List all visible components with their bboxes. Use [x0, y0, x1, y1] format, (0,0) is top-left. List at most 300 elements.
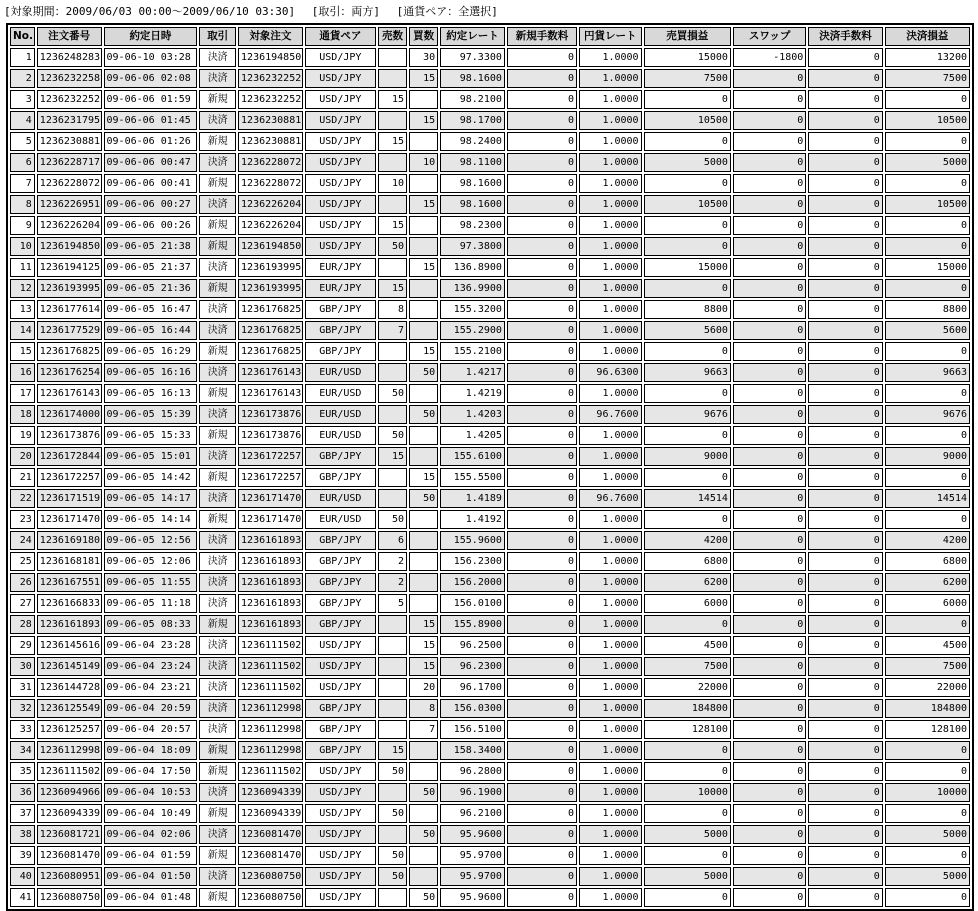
cell-open-fee: 0: [507, 174, 577, 193]
cell-buy-qty: [409, 552, 438, 571]
cell-sell-qty: 15: [378, 279, 407, 298]
cell-no: 6: [10, 153, 35, 172]
cell-target-order: 1236194850: [238, 237, 303, 256]
cell-trade-type: 決済: [199, 489, 236, 508]
cell-trading-pl: 5600: [644, 321, 731, 340]
cell-trade-datetime: 09-06-04 23:24: [104, 657, 198, 676]
cell-yen-rate: 1.0000: [579, 153, 642, 172]
cell-close-fee: 0: [808, 741, 882, 760]
cell-trade-datetime: 09-06-04 02:06: [104, 825, 198, 844]
cell-close-fee: 0: [808, 531, 882, 550]
cell-trade-type: 新規: [199, 804, 236, 823]
cell-close-fee: 0: [808, 90, 882, 109]
column-header-settlement-pl: 決済損益: [885, 27, 970, 46]
cell-sell-qty: [378, 342, 407, 361]
cell-open-fee: 0: [507, 363, 577, 382]
cell-swap: 0: [733, 363, 806, 382]
cell-trade-datetime: 09-06-10 03:28: [104, 48, 198, 67]
cell-execution-rate: 96.2800: [440, 762, 505, 781]
cell-currency-pair: USD/JPY: [305, 195, 376, 214]
table-row: [10, 762, 970, 781]
cell-execution-rate: 156.0300: [440, 699, 505, 718]
cell-open-fee: 0: [507, 447, 577, 466]
cell-settlement-pl: 0: [885, 888, 970, 907]
table-row: [10, 90, 970, 109]
cell-trading-pl: 0: [644, 846, 731, 865]
column-header-no: No.: [10, 27, 35, 46]
cell-buy-qty: [409, 594, 438, 613]
column-header-yen-rate: 円貨レート: [579, 27, 642, 46]
cell-target-order: 1236080750: [238, 888, 303, 907]
cell-no: 41: [10, 888, 35, 907]
cell-yen-rate: 1.0000: [579, 867, 642, 886]
cell-sell-qty: 50: [378, 804, 407, 823]
cell-settlement-pl: 0: [885, 846, 970, 865]
cell-swap: 0: [733, 825, 806, 844]
cell-open-fee: 0: [507, 90, 577, 109]
cell-close-fee: 0: [808, 447, 882, 466]
cell-trade-type: 決済: [199, 825, 236, 844]
cell-execution-rate: 155.5500: [440, 468, 505, 487]
cell-currency-pair: EUR/JPY: [305, 258, 376, 277]
cell-sell-qty: 50: [378, 867, 407, 886]
cell-open-fee: 0: [507, 405, 577, 424]
cell-settlement-pl: 128100: [885, 720, 970, 739]
cell-trading-pl: 22000: [644, 678, 731, 697]
column-header-sell-qty: 売数: [378, 27, 407, 46]
cell-close-fee: 0: [808, 405, 882, 424]
cell-trading-pl: 6800: [644, 552, 731, 571]
cell-sell-qty: [378, 888, 407, 907]
cell-trading-pl: 10500: [644, 195, 731, 214]
cell-execution-rate: 96.2100: [440, 804, 505, 823]
cell-buy-qty: 15: [409, 195, 438, 214]
cell-target-order: 1236176825: [238, 300, 303, 319]
cell-execution-rate: 98.1600: [440, 174, 505, 193]
cell-sell-qty: [378, 48, 407, 67]
cell-yen-rate: 1.0000: [579, 48, 642, 67]
cell-buy-qty: [409, 90, 438, 109]
cell-swap: 0: [733, 342, 806, 361]
cell-buy-qty: [409, 132, 438, 151]
cell-buy-qty: [409, 804, 438, 823]
cell-target-order: 1236232252: [238, 90, 303, 109]
cell-yen-rate: 96.7600: [579, 405, 642, 424]
cell-no: 5: [10, 132, 35, 151]
cell-order-number: 1236145149: [37, 657, 102, 676]
column-header-swap: スワップ: [733, 27, 806, 46]
table-row: [10, 489, 970, 508]
cell-sell-qty: [378, 258, 407, 277]
cell-swap: 0: [733, 867, 806, 886]
cell-trade-type: 新規: [199, 279, 236, 298]
cell-trade-type: 決済: [199, 153, 236, 172]
cell-close-fee: 0: [808, 678, 882, 697]
cell-currency-pair: EUR/USD: [305, 426, 376, 445]
cell-yen-rate: 1.0000: [579, 825, 642, 844]
cell-open-fee: 0: [507, 867, 577, 886]
cell-order-number: 1236228072: [37, 174, 102, 193]
cell-sell-qty: 50: [378, 846, 407, 865]
table-row: [10, 237, 970, 256]
cell-order-number: 1236176254: [37, 363, 102, 382]
cell-close-fee: 0: [808, 846, 882, 865]
cell-yen-rate: 1.0000: [579, 615, 642, 634]
trade-history-table: [6, 23, 974, 911]
cell-trade-datetime: 09-06-04 10:53: [104, 783, 198, 802]
cell-sell-qty: 50: [378, 426, 407, 445]
cell-no: 14: [10, 321, 35, 340]
table-row: [10, 342, 970, 361]
cell-execution-rate: 156.5100: [440, 720, 505, 739]
cell-yen-rate: 1.0000: [579, 657, 642, 676]
table-row: [10, 426, 970, 445]
cell-yen-rate: 1.0000: [579, 426, 642, 445]
cell-execution-rate: 155.3200: [440, 300, 505, 319]
cell-execution-rate: 96.2300: [440, 657, 505, 676]
cell-order-number: 1236231795: [37, 111, 102, 130]
cell-currency-pair: USD/JPY: [305, 111, 376, 130]
cell-yen-rate: 1.0000: [579, 132, 642, 151]
cell-trading-pl: 7500: [644, 69, 731, 88]
cell-swap: 0: [733, 720, 806, 739]
cell-settlement-pl: 9663: [885, 363, 970, 382]
cell-settlement-pl: 0: [885, 468, 970, 487]
cell-sell-qty: [378, 720, 407, 739]
cell-no: 2: [10, 69, 35, 88]
filter-bar: [4, 4, 508, 20]
cell-trade-datetime: 09-06-05 16:29: [104, 342, 198, 361]
cell-close-fee: 0: [808, 69, 882, 88]
cell-order-number: 1236144728: [37, 678, 102, 697]
cell-swap: 0: [733, 636, 806, 655]
cell-order-number: 1236081721: [37, 825, 102, 844]
column-header-execution-rate: 約定レート: [440, 27, 505, 46]
cell-buy-qty: [409, 279, 438, 298]
cell-trade-type: 新規: [199, 237, 236, 256]
cell-trade-datetime: 09-06-06 01:26: [104, 132, 198, 151]
table-row: [10, 825, 970, 844]
cell-swap: 0: [733, 804, 806, 823]
cell-sell-qty: 50: [378, 237, 407, 256]
cell-currency-pair: EUR/USD: [305, 489, 376, 508]
cell-trading-pl: 9663: [644, 363, 731, 382]
cell-buy-qty: [409, 741, 438, 760]
cell-yen-rate: 1.0000: [579, 699, 642, 718]
cell-currency-pair: USD/JPY: [305, 90, 376, 109]
cell-execution-rate: 95.9700: [440, 846, 505, 865]
cell-currency-pair: GBP/JPY: [305, 342, 376, 361]
cell-target-order: 1236172257: [238, 447, 303, 466]
cell-order-number: 1236177614: [37, 300, 102, 319]
cell-close-fee: 0: [808, 489, 882, 508]
table-row: [10, 132, 970, 151]
cell-trading-pl: 128100: [644, 720, 731, 739]
cell-swap: 0: [733, 321, 806, 340]
cell-open-fee: 0: [507, 279, 577, 298]
cell-execution-rate: 96.2500: [440, 636, 505, 655]
cell-trade-datetime: 09-06-05 14:42: [104, 468, 198, 487]
cell-target-order: 1236228072: [238, 174, 303, 193]
cell-buy-qty: 15: [409, 69, 438, 88]
cell-trade-datetime: 09-06-04 17:50: [104, 762, 198, 781]
cell-trading-pl: 0: [644, 741, 731, 760]
cell-currency-pair: GBP/JPY: [305, 699, 376, 718]
cell-no: 25: [10, 552, 35, 571]
cell-trade-type: 新規: [199, 762, 236, 781]
cell-open-fee: 0: [507, 300, 577, 319]
cell-settlement-pl: 7500: [885, 69, 970, 88]
cell-trade-type: 決済: [199, 111, 236, 130]
cell-order-number: 1236232252: [37, 90, 102, 109]
cell-order-number: 1236081470: [37, 846, 102, 865]
cell-trade-type: 決済: [199, 69, 236, 88]
cell-swap: 0: [733, 657, 806, 676]
cell-target-order: 1236226204: [238, 195, 303, 214]
cell-buy-qty: 15: [409, 657, 438, 676]
cell-settlement-pl: 9676: [885, 405, 970, 424]
cell-sell-qty: 6: [378, 531, 407, 550]
cell-trade-type: 新規: [199, 846, 236, 865]
cell-no: 27: [10, 594, 35, 613]
cell-settlement-pl: 0: [885, 426, 970, 445]
cell-no: 11: [10, 258, 35, 277]
cell-swap: 0: [733, 468, 806, 487]
cell-order-number: 1236094966: [37, 783, 102, 802]
cell-sell-qty: 50: [378, 510, 407, 529]
column-header-target-order: 対象注文: [238, 27, 303, 46]
cell-swap: 0: [733, 489, 806, 508]
cell-settlement-pl: 0: [885, 132, 970, 151]
cell-target-order: 1236112998: [238, 699, 303, 718]
cell-buy-qty: [409, 846, 438, 865]
table-row: [10, 300, 970, 319]
cell-trade-datetime: 09-06-05 15:33: [104, 426, 198, 445]
cell-trading-pl: 10500: [644, 111, 731, 130]
cell-trade-type: 新規: [199, 342, 236, 361]
cell-currency-pair: EUR/USD: [305, 384, 376, 403]
cell-currency-pair: USD/JPY: [305, 48, 376, 67]
table-row: [10, 258, 970, 277]
cell-swap: 0: [733, 216, 806, 235]
cell-trade-datetime: 09-06-06 01:45: [104, 111, 198, 130]
cell-trade-type: 決済: [199, 573, 236, 592]
cell-close-fee: 0: [808, 426, 882, 445]
cell-swap: 0: [733, 531, 806, 550]
cell-execution-rate: 156.2000: [440, 573, 505, 592]
table-row: [10, 510, 970, 529]
cell-yen-rate: 1.0000: [579, 846, 642, 865]
cell-currency-pair: EUR/JPY: [305, 279, 376, 298]
cell-target-order: 1236176143: [238, 363, 303, 382]
cell-close-fee: 0: [808, 153, 882, 172]
cell-open-fee: 0: [507, 111, 577, 130]
table-row: [10, 867, 970, 886]
cell-sell-qty: [378, 825, 407, 844]
table-row: [10, 657, 970, 676]
cell-order-number: 1236080750: [37, 888, 102, 907]
cell-close-fee: 0: [808, 279, 882, 298]
table-row: [10, 279, 970, 298]
cell-sell-qty: 50: [378, 762, 407, 781]
cell-order-number: 1236226951: [37, 195, 102, 214]
cell-buy-qty: 50: [409, 888, 438, 907]
cell-yen-rate: 1.0000: [579, 90, 642, 109]
cell-open-fee: 0: [507, 489, 577, 508]
cell-buy-qty: 50: [409, 363, 438, 382]
cell-trade-type: 決済: [199, 636, 236, 655]
cell-trade-datetime: 09-06-05 14:14: [104, 510, 198, 529]
cell-currency-pair: USD/JPY: [305, 69, 376, 88]
cell-swap: 0: [733, 762, 806, 781]
cell-execution-rate: 155.6100: [440, 447, 505, 466]
cell-trade-type: 決済: [199, 258, 236, 277]
cell-trade-type: 決済: [199, 783, 236, 802]
cell-close-fee: 0: [808, 195, 882, 214]
cell-settlement-pl: 8800: [885, 300, 970, 319]
cell-trade-type: 新規: [199, 741, 236, 760]
cell-currency-pair: USD/JPY: [305, 174, 376, 193]
cell-swap: 0: [733, 573, 806, 592]
cell-open-fee: 0: [507, 153, 577, 172]
cell-currency-pair: GBP/JPY: [305, 573, 376, 592]
cell-close-fee: 0: [808, 258, 882, 277]
cell-target-order: 1236171470: [238, 510, 303, 529]
cell-close-fee: 0: [808, 174, 882, 193]
cell-buy-qty: 50: [409, 405, 438, 424]
cell-close-fee: 0: [808, 510, 882, 529]
cell-trade-datetime: 09-06-04 23:28: [104, 636, 198, 655]
cell-sell-qty: 10: [378, 174, 407, 193]
cell-open-fee: 0: [507, 699, 577, 718]
cell-execution-rate: 98.1600: [440, 69, 505, 88]
cell-target-order: 1236161893: [238, 552, 303, 571]
cell-trade-datetime: 09-06-04 18:09: [104, 741, 198, 760]
cell-sell-qty: 15: [378, 447, 407, 466]
cell-swap: 0: [733, 384, 806, 403]
cell-close-fee: 0: [808, 594, 882, 613]
cell-no: 40: [10, 867, 35, 886]
cell-execution-rate: 97.3300: [440, 48, 505, 67]
cell-trading-pl: 4500: [644, 636, 731, 655]
cell-trade-type: 新規: [199, 216, 236, 235]
cell-open-fee: 0: [507, 825, 577, 844]
cell-swap: 0: [733, 405, 806, 424]
cell-yen-rate: 1.0000: [579, 258, 642, 277]
cell-close-fee: 0: [808, 825, 882, 844]
table-row: [10, 153, 970, 172]
cell-yen-rate: 1.0000: [579, 195, 642, 214]
cell-target-order: 1236193995: [238, 279, 303, 298]
cell-currency-pair: EUR/USD: [305, 363, 376, 382]
cell-close-fee: 0: [808, 699, 882, 718]
cell-currency-pair: USD/JPY: [305, 867, 376, 886]
cell-trade-type: 決済: [199, 594, 236, 613]
cell-close-fee: 0: [808, 615, 882, 634]
cell-order-number: 1236125549: [37, 699, 102, 718]
table-row: [10, 741, 970, 760]
cell-yen-rate: 1.0000: [579, 594, 642, 613]
cell-yen-rate: 1.0000: [579, 720, 642, 739]
cell-target-order: 1236173876: [238, 426, 303, 445]
cell-trading-pl: 0: [644, 615, 731, 634]
cell-sell-qty: 50: [378, 384, 407, 403]
cell-yen-rate: 1.0000: [579, 69, 642, 88]
cell-settlement-pl: 0: [885, 510, 970, 529]
cell-open-fee: 0: [507, 468, 577, 487]
cell-trading-pl: 4200: [644, 531, 731, 550]
cell-buy-qty: 50: [409, 783, 438, 802]
cell-trade-datetime: 09-06-04 20:57: [104, 720, 198, 739]
cell-swap: 0: [733, 741, 806, 760]
cell-yen-rate: 1.0000: [579, 741, 642, 760]
cell-trade-datetime: 09-06-06 01:59: [104, 90, 198, 109]
cell-sell-qty: [378, 153, 407, 172]
cell-settlement-pl: 0: [885, 615, 970, 634]
cell-swap: 0: [733, 300, 806, 319]
cell-order-number: 1236177529: [37, 321, 102, 340]
cell-trade-datetime: 09-06-05 12:56: [104, 531, 198, 550]
cell-execution-rate: 95.9600: [440, 825, 505, 844]
cell-settlement-pl: 6800: [885, 552, 970, 571]
cell-sell-qty: 2: [378, 573, 407, 592]
cell-order-number: 1236172257: [37, 468, 102, 487]
cell-buy-qty: 8: [409, 699, 438, 718]
cell-close-fee: 0: [808, 384, 882, 403]
cell-order-number: 1236094339: [37, 804, 102, 823]
cell-target-order: 1236112998: [238, 741, 303, 760]
cell-open-fee: 0: [507, 657, 577, 676]
cell-swap: 0: [733, 111, 806, 130]
cell-open-fee: 0: [507, 846, 577, 865]
cell-trading-pl: 9000: [644, 447, 731, 466]
cell-close-fee: 0: [808, 888, 882, 907]
cell-no: 1: [10, 48, 35, 67]
column-header-buy-qty: 買数: [409, 27, 438, 46]
cell-order-number: 1236172844: [37, 447, 102, 466]
cell-target-order: 1236230881: [238, 111, 303, 130]
cell-trade-type: 決済: [199, 405, 236, 424]
cell-trade-type: 新規: [199, 90, 236, 109]
cell-open-fee: 0: [507, 678, 577, 697]
cell-open-fee: 0: [507, 615, 577, 634]
cell-trading-pl: 7500: [644, 657, 731, 676]
cell-yen-rate: 1.0000: [579, 342, 642, 361]
cell-settlement-pl: 5000: [885, 867, 970, 886]
cell-close-fee: 0: [808, 552, 882, 571]
cell-open-fee: 0: [507, 48, 577, 67]
cell-sell-qty: 8: [378, 300, 407, 319]
cell-order-number: 1236111502: [37, 762, 102, 781]
cell-settlement-pl: 15000: [885, 258, 970, 277]
cell-no: 32: [10, 699, 35, 718]
cell-settlement-pl: 0: [885, 384, 970, 403]
cell-trading-pl: 0: [644, 804, 731, 823]
cell-close-fee: 0: [808, 762, 882, 781]
cell-trading-pl: 0: [644, 762, 731, 781]
cell-target-order: 1236193995: [238, 258, 303, 277]
cell-currency-pair: GBP/JPY: [305, 720, 376, 739]
cell-order-number: 1236232258: [37, 69, 102, 88]
cell-close-fee: 0: [808, 783, 882, 802]
cell-trade-type: 決済: [199, 678, 236, 697]
cell-execution-rate: 136.9900: [440, 279, 505, 298]
cell-trade-type: 決済: [199, 531, 236, 550]
cell-sell-qty: 15: [378, 90, 407, 109]
cell-swap: 0: [733, 846, 806, 865]
cell-currency-pair: EUR/USD: [305, 405, 376, 424]
cell-order-number: 1236176143: [37, 384, 102, 403]
